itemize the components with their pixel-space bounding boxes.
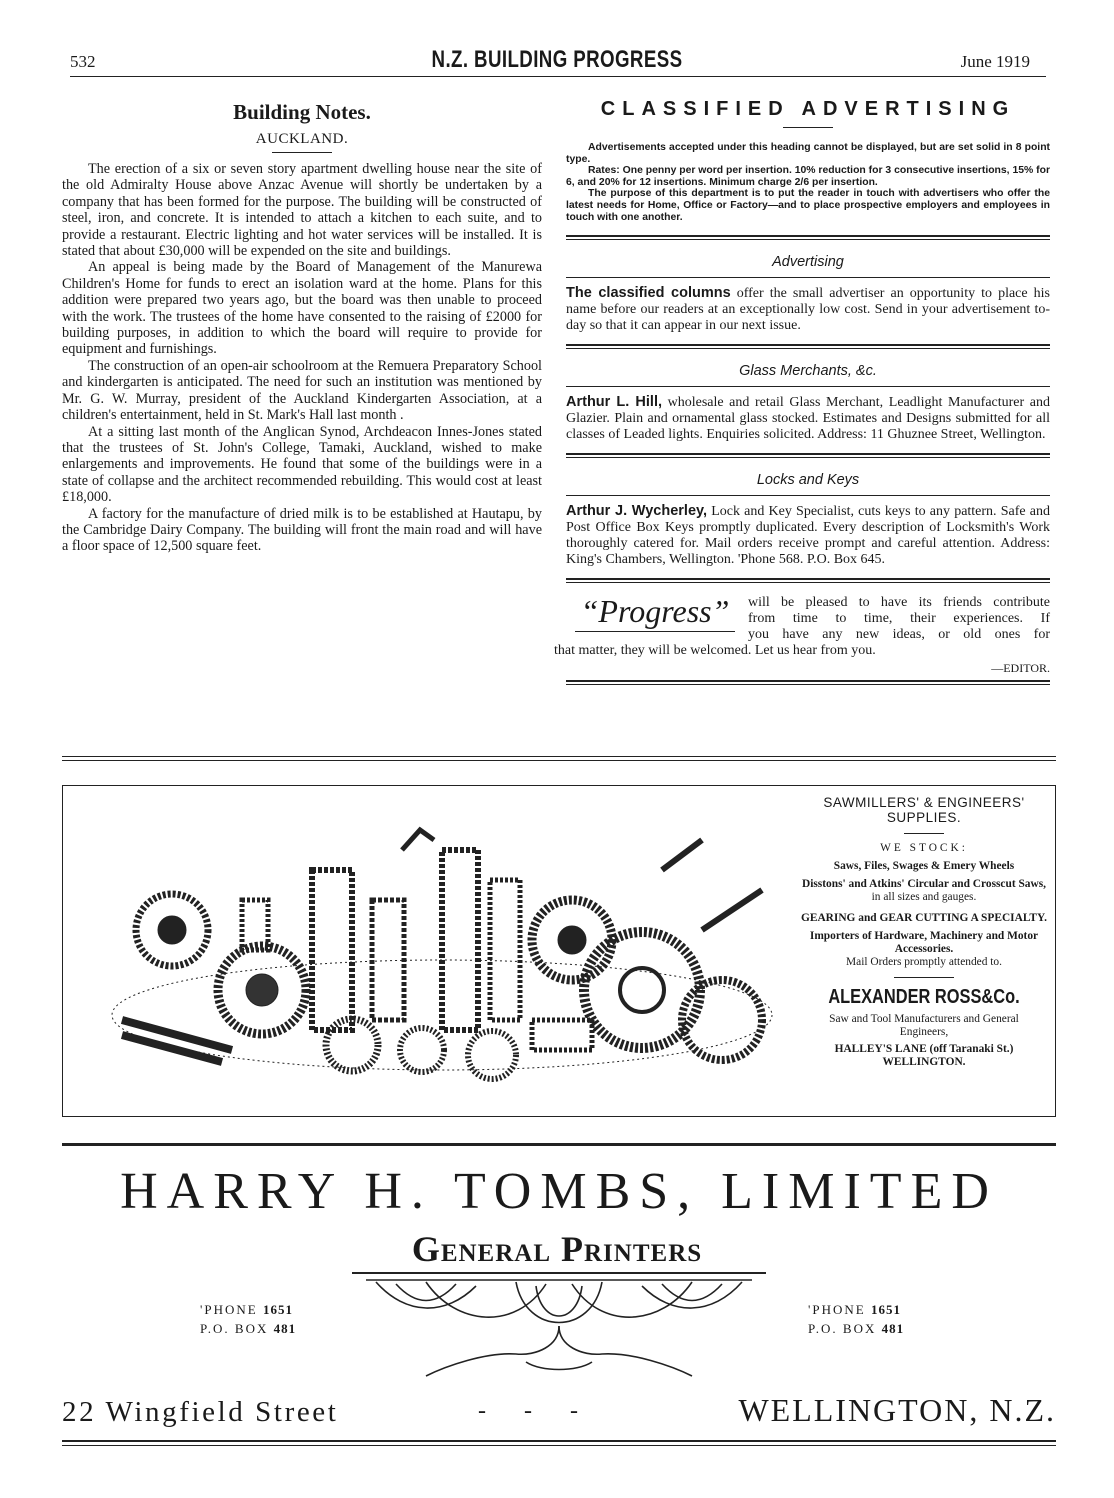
importers-line: Importers of Hardware, Machinery and Motor Accessories. [809, 930, 1039, 955]
building-notes-column [62, 100, 542, 555]
box-line: P.O. BOX 481 [808, 1321, 905, 1336]
entry-text: Lock and Key Specialist, cuts keys to any pattern. Safe and Post Office Box Keys promptly duplicated. Every description of Locksmith's Work thoroughly catered for. Mail orders receive prompt and careful attention. Address: King's Chambers, Wellington. 'Phone 568. P.O. Box 645. [566, 504, 1051, 568]
editor-signature: —EDITOR. [991, 661, 1050, 676]
section-rule [566, 578, 1050, 583]
general-printers-title: General Printers [411, 1229, 703, 1269]
publication-title: N.Z. BUILDING PROGRESS [431, 46, 683, 73]
entry-lead: Arthur L. Hill, [566, 394, 663, 411]
article-paragraph: A factory for the manufacture of dried milk is to be established at Hautapu, by the Cambridge Dairy Company. The building will front the main road and will have a floor space of 12,500 square feet. [62, 505, 542, 555]
tombs-company-name: HARRY H. TOMBS, LIMITED [120, 1163, 998, 1220]
section-rule [566, 680, 1050, 685]
locks-entry [566, 503, 1050, 568]
title-rule [783, 127, 833, 128]
article-paragraph: At a sitting last month of the Anglican Synod, Archdeacon Innes-Jones stated that the trustees of St. John's College, Tamaki, Auckland, wished to make enlargements and improvements. He found that some of the buildings were in a state of collapse and the architect recommended rebuilding. This would cost at least £18,000. [62, 423, 542, 506]
section-rule [566, 453, 1050, 458]
company-address: HALLEY'S LANE (off Taranaki St.) WELLINGTON. [834, 1043, 1014, 1068]
article-paragraph: The erection of a six or seven story apartment dwelling house near the site of the old Admiralty House above Anzac Avenue will shortly be undertaken by a company that has been formed for the purpose. The building will be constructed of steel, iron, and concrete. It is intended to attach a kitchen to each suite, and to provide a restaurant. Electric lighting and hot water services will be installed. It is stated that about £30,000 will be expended on the site and buildings. [62, 161, 542, 260]
section-rule [566, 235, 1050, 240]
advertising-entry [566, 285, 1050, 334]
progress-underline [575, 631, 735, 632]
entry-lead: The classified columns [566, 285, 731, 302]
company-name: ALEXANDER ROSS&Co. [828, 986, 1020, 1008]
heading-rule [566, 386, 1050, 387]
phone-line: 'PHONE 1651 [808, 1302, 901, 1317]
we-stock-label: WE STOCK: [880, 842, 968, 854]
subtitle-rule [272, 152, 332, 153]
section-heading-glass: Glass Merchants, &c. [739, 363, 877, 380]
tombs-bottom-rule [62, 1440, 1056, 1442]
address-dashes: - - - [478, 1398, 578, 1424]
gearing-specialty: GEARING and GEAR CUTTING A SPECIALTY. [800, 912, 1048, 924]
classified-intro: Advertisements accepted under this heading cannot be displayed, but are set solid in 8 point type. [566, 142, 1050, 165]
phone-number: 1651 [262, 1302, 293, 1317]
progress-line: will be pleased to have its friends contribute [748, 595, 1050, 611]
heading-rule [566, 277, 1050, 278]
phone-block-left [200, 1300, 296, 1338]
section-rule [566, 344, 1050, 349]
entry-text: wholesale and retail Glass Merchant, Leadlight Manufacturer and Glazier. Plain and ornamental glass stocked. Estimates and Designs submitted for all classes of Leaded lights. Enquiries solicited. Address: 11 Ghuznee Street, Wellington. [566, 395, 1050, 443]
mail-orders-line: Mail Orders promptly attended to. [846, 956, 1002, 968]
stock-item: Disstons' and Atkins' Circular and Crosscut Saws, [801, 878, 1046, 890]
tombs-bottom-rule [62, 1445, 1056, 1446]
phone-block-right [808, 1300, 904, 1338]
progress-last-line: that matter, they will be welcomed. Let us hear from you. [554, 643, 876, 659]
classified-rates: Rates: One penny per word per insertion. 10% reduction for 3 consecutive insertions, 15% for 6, and 20% for 12 insertions. Minimum charge 2/6 per insertion. [566, 165, 1050, 188]
classified-title: CLASSIFIED ADVERTISING [600, 98, 1016, 120]
progress-line: you have any new ideas, or old ones for [748, 627, 1050, 643]
street-address: 22 Wingfield Street [62, 1396, 339, 1428]
stock-sizes: in all sizes and gauges. [871, 891, 977, 903]
entry-text: offer the small advertiser an opportunity to place his name before our readers at an exceptionally low cost. Send in your advertisement to-day so that it can appear in our next issue. [566, 286, 1050, 334]
city-address: WELLINGTON, N.Z. [738, 1392, 1056, 1428]
progress-line: from time to time, their experiences. If [748, 611, 1050, 627]
sawmillers-text [800, 795, 1048, 1069]
printers-underline [352, 1272, 766, 1274]
page-separator [62, 760, 1056, 761]
entry-lead: Arthur J. Wycherley, [566, 503, 708, 520]
progress-word: “Progress” [580, 593, 730, 630]
section-heading-locks: Locks and Keys [756, 472, 860, 489]
issue-date: June 1919 [960, 52, 1030, 71]
phone-line: 'PHONE 1651 [200, 1302, 293, 1317]
supplies-heading: SAWMILLERS' & ENGINEERS' SUPPLIES. [823, 795, 1025, 825]
company-rule [894, 977, 954, 978]
building-notes-subtitle: AUCKLAND. [255, 131, 349, 147]
box-number: 481 [881, 1321, 905, 1336]
article-paragraph: The construction of an open-air schoolroom at the Remuera Preparatory School and kindergarten is anticipated. The need for such an institution was mentioned by Mr. G. W. Murray, president of the Auckland Kindergarten Association, at a children's entertainment, held in St. Mark's Hall last month . [62, 357, 542, 424]
company-makers: Saw and Tool Manufacturers and General Engineers, [829, 1013, 1019, 1038]
glass-entry [566, 394, 1050, 443]
gears-illustration [102, 810, 782, 1110]
building-notes-title: Building Notes. [233, 100, 371, 124]
section-heading-advertising: Advertising [772, 254, 844, 271]
heading-rule [904, 833, 944, 834]
article-paragraph: An appeal is being made by the Board of Management of the Manurewa Children's Home for funds to erect an isolation ward at the home. Plans for this addition were prepared two years ago, but the board was then unable to proceed with the work. The trustees of the home have consented to the raising of £2000 for building purposes, in addition to which the board will require to provide for equipment and furnishings. [62, 259, 542, 358]
classified-purpose: The purpose of this department is to put the reader in touch with advertisers who offer the latest needs for Home, Office or Factory—and to place prospective employers and employees in touch with one another. [566, 188, 1050, 223]
tombs-top-rule [62, 1143, 1056, 1146]
heading-rule [566, 495, 1050, 496]
stock-item: Saws, Files, Swages & Emery Wheels [833, 860, 1015, 872]
page-separator [62, 756, 1056, 757]
box-number: 481 [273, 1321, 297, 1336]
progress-notice [554, 593, 1050, 663]
box-line: P.O. BOX 481 [200, 1321, 297, 1336]
classified-column [554, 98, 1051, 685]
header-rule [70, 76, 1046, 77]
page-number: 532 [70, 52, 96, 71]
ornament-flourish [366, 1276, 752, 1386]
phone-number: 1651 [870, 1302, 901, 1317]
